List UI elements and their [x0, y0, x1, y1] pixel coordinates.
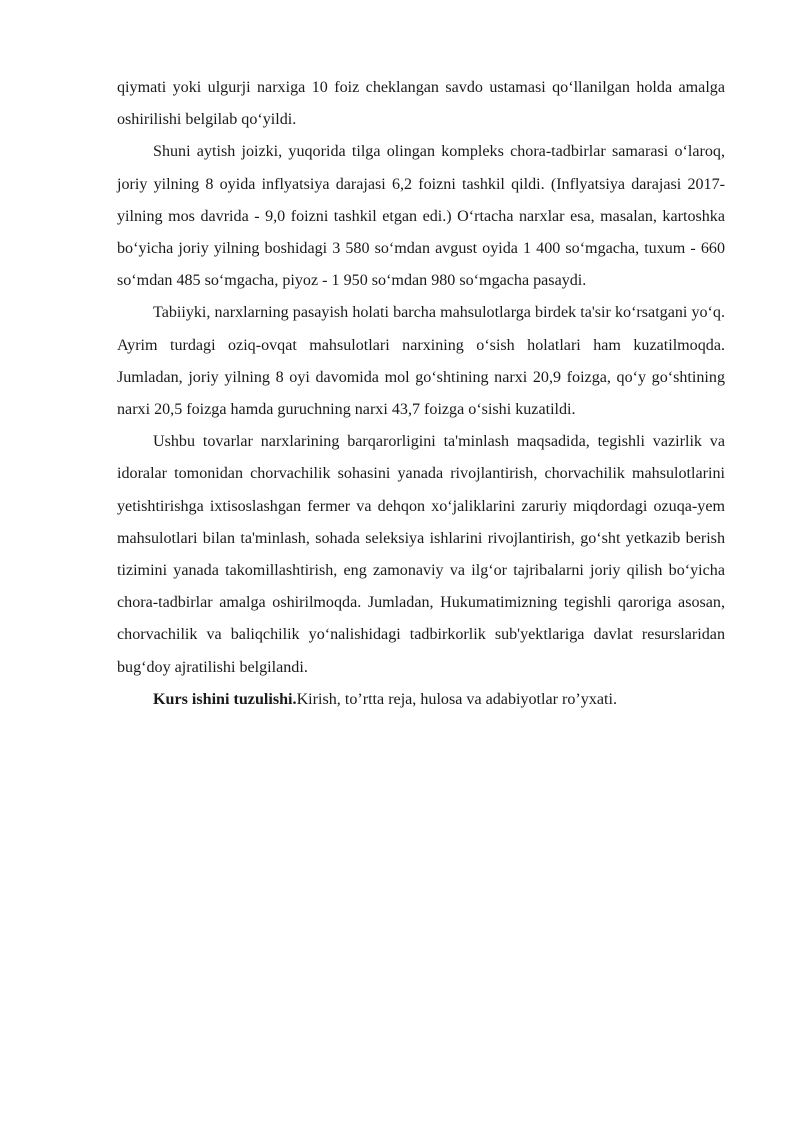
paragraph-inflation: Shuni aytish joizki, yuqorida tilga olingan kompleks chora-tadbirlar samarasi o‘laroq, joriy yilning 8 oyida inflyatsiya darajasi 6,2 foizni tashkil qildi. (Inflyatsiya darajasi 2017-yilning mos davrida - 9,0 foizni tashkil etgan edi.) O‘rtacha narxlar esa, masalan, kartoshka bo‘yicha joriy yilning boshidagi 3 580 so‘mdan avgust oyida 1 400 so‘mgacha, tuxum - 660 so‘mdan 485 so‘mgacha, piyoz - 1 950 so‘mdan 980 so‘mgacha pasaydi.	[117, 143, 725, 290]
paragraph-price-growth: Tabiiyki, narxlarning pasayish holati barcha mahsulotlarga birdek ta'sir ko‘rsatgani yo‘q. Ayrim turdagi oziq-ovqat mahsulotlari narxining o‘sish holatlari ham kuzatilmoqda. Jumladan, joriy yilning 8 oyi davomida mol go‘shtining narxi 20,9 foizga, qo‘y go‘shtining narxi 20,5 foizga hamda guruchning narxi 43,7 foizga o‘sishi kuzatildi.	[117, 304, 725, 419]
paragraph-course-structure	[117, 684, 725, 716]
course-structure-label: Kurs ishini tuzulishi.	[153, 690, 297, 708]
paragraph-continuation: qiymati yoki ulgurji narxiga 10 foiz cheklangan savdo ustamasi qo‘llanilgan holda amalga oshirilishi belgilab qo‘yildi.	[117, 79, 725, 129]
course-structure-text: Kirish, to’rtta reja, hulosa va adabiyotlar ro’yxati.	[296, 690, 617, 708]
paragraph-measures: Ushbu tovarlar narxlarining barqarorligini ta'minlash maqsadida, tegishli vazirlik va idoralar tomonidan chorvachilik sohasini yanada rivojlantirish, chorvachilik mahsulotlarini yetishtirishga ixtisoslashgan fermer va dehqon xo‘jaliklarini zaruriy miqdordagi ozuqa-yem mahsulotlari bilan ta'minlash, sohada seleksiya ishlarini rivojlantirish, go‘sht yetkazib berish tizimini yanada takomillashtirish, eng zamonaviy va ilg‘or tajribalarni joriy qilish bo‘yicha chora-tadbirlar amalga oshirilmoqda. Jumladan, Hukumatimizning tegishli qaroriga asosan, chorvachilik va baliqchilik yo‘nalishidagi tadbirkorlik sub'yektlariga davlat resurslaridan bug‘doy ajratilishi belgilandi.	[117, 433, 725, 676]
document-page	[117, 72, 725, 716]
